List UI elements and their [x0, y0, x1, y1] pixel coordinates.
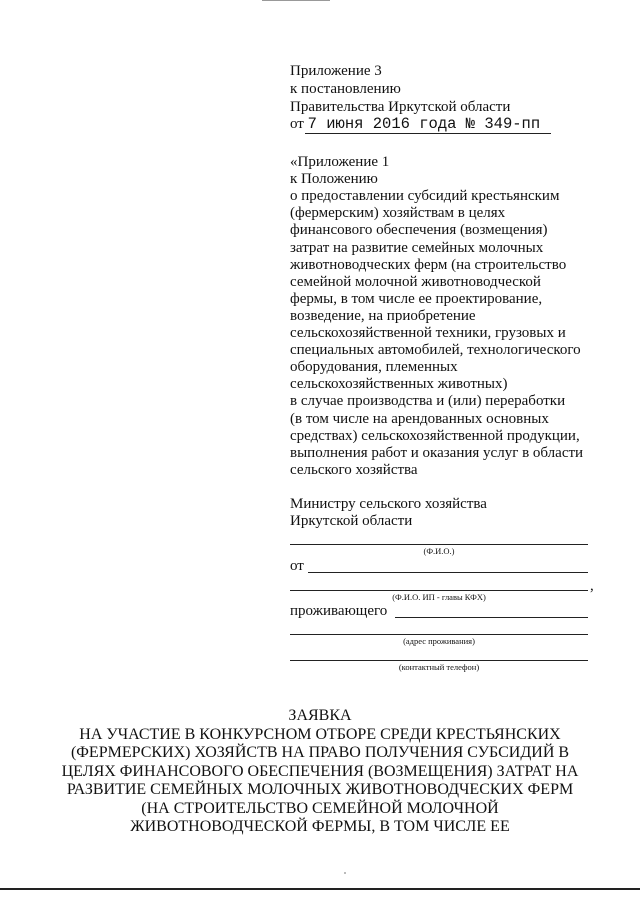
- title-line: (ФЕРМЕРСКИХ) ХОЗЯЙСТВ НА ПРАВО ПОЛУЧЕНИЯ СУБСИДИЙ В: [70, 744, 570, 761]
- residing-label: проживающего: [290, 603, 388, 619]
- government: Правительства Иркутской области: [290, 99, 511, 115]
- fio-caption: (Ф.И.О.): [423, 546, 455, 556]
- nested-appendix-line: «Приложение 1: [290, 154, 390, 170]
- head-caption: (Ф.И.О. ИП - главы КФХ): [392, 592, 486, 602]
- from-label: от: [290, 558, 304, 574]
- from-field: [308, 572, 588, 573]
- nested-appendix-line: возведение, на приобретение: [290, 307, 476, 324]
- nested-appendix-line: о предоставлении субсидий крестьянским: [290, 188, 560, 205]
- nested-appendix-line: средствах) сельскохозяйственной продукции,: [290, 427, 580, 444]
- date-underline: [305, 133, 551, 134]
- nested-appendix-line: (в том числе на арендованных основных: [290, 410, 549, 427]
- addressee-line-2: Иркутской области: [290, 513, 413, 529]
- title-line: ЖИВОТНОВОДЧЕСКОЙ ФЕРМЫ, В ТОМ ЧИСЛЕ ЕЕ: [130, 818, 510, 835]
- scan-speck: [344, 872, 346, 874]
- from-prefix: от: [290, 116, 304, 132]
- nested-appendix-line: затрат на развитие семейных молочных: [290, 239, 544, 256]
- scan-top-mark: [262, 0, 330, 3]
- title-line: НА УЧАСТИЕ В КОНКУРСНОМ ОТБОРЕ СРЕДИ КРЕСТЬЯНСКИХ: [79, 725, 561, 743]
- phone-field: [290, 660, 588, 661]
- nested-appendix-line: оборудования, племенных: [290, 359, 458, 376]
- address-field-1: [395, 617, 588, 618]
- nested-appendix-line: в случае производства и (или) переработки: [290, 393, 566, 410]
- nested-appendix-line: фермы, в том числе ее проектирование,: [290, 290, 543, 307]
- nested-appendix-line: к Положению: [290, 171, 378, 188]
- nested-appendix-line: сельскохозяйственной техники, грузовых и: [290, 325, 566, 341]
- nested-appendix-line: выполнения работ и оказания услуг в области: [290, 444, 584, 461]
- nested-appendix-line: животноводческих ферм (на строительство: [290, 256, 567, 273]
- nested-appendix-line: сельского хозяйства: [290, 461, 418, 478]
- addressee-line-1: Министру сельского хозяйства: [290, 496, 487, 512]
- title-heading: ЗАЯВКА: [288, 707, 352, 724]
- head-name-field: [290, 590, 588, 591]
- address-caption: (адрес проживания): [403, 636, 475, 646]
- nested-appendix-line: сельскохозяйственных животных): [290, 376, 508, 393]
- comma: ,: [590, 578, 594, 594]
- nested-appendix-line: специальных автомобилей, технологического: [290, 342, 581, 359]
- title-line: РАЗВИТИЕ СЕМЕЙНЫХ МОЛОЧНЫХ ЖИВОТНОВОДЧЕСКИХ ФЕРМ: [66, 781, 574, 798]
- nested-appendix-line: финансового обеспечения (возмещения): [290, 222, 548, 239]
- nested-appendix-line: (фермерским) хозяйствам в целях: [290, 205, 506, 222]
- page-bottom-edge: [0, 888, 640, 890]
- appendix-number: Приложение 3: [290, 63, 382, 79]
- phone-caption: (контактный телефон): [398, 662, 480, 672]
- resolution-date-line: [290, 116, 540, 133]
- resolution-date-number: 7 июня 2016 года № 349-пп: [307, 115, 541, 133]
- address-field-2: [290, 634, 588, 635]
- nested-appendix-line: семейной молочной животноводческой: [290, 273, 541, 290]
- fio-field: [290, 544, 588, 545]
- title-line: (НА СТРОИТЕЛЬСТВО СЕМЕЙНОЙ МОЛОЧНОЙ: [141, 799, 499, 817]
- title-line: ЦЕЛЯХ ФИНАНСОВОГО ОБЕСПЕЧЕНИЯ (ВОЗМЕЩЕНИЯ) ЗАТРАТ НА: [61, 762, 579, 780]
- to-resolution: к постановлению: [290, 81, 401, 97]
